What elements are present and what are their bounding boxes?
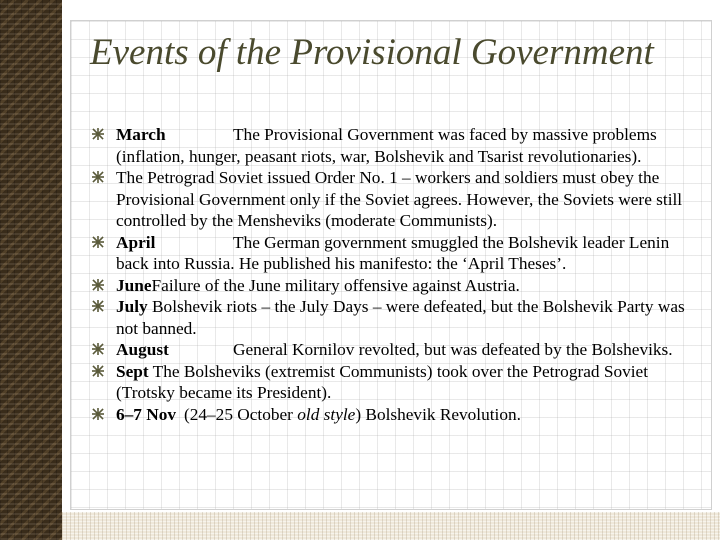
asterisk-bullet-icon bbox=[92, 128, 104, 140]
bullet-text-after: ) Bolshevik Revolution. bbox=[355, 404, 521, 424]
bullet-item bbox=[92, 124, 702, 167]
bullet-item bbox=[92, 232, 702, 275]
bullet-date: July bbox=[116, 297, 148, 316]
bullet-item bbox=[92, 275, 702, 297]
asterisk-bullet-icon bbox=[92, 171, 104, 183]
bullet-item bbox=[92, 361, 702, 404]
asterisk-bullet-icon bbox=[92, 365, 104, 377]
bullet-text-before: (24–25 October bbox=[184, 404, 298, 424]
asterisk-bullet-icon bbox=[92, 236, 104, 248]
bullet-date: 6–7 Nov bbox=[116, 404, 177, 424]
bullet-item bbox=[92, 404, 702, 426]
asterisk-bullet-icon bbox=[92, 408, 104, 420]
bottom-decorative-border bbox=[62, 512, 720, 540]
asterisk-bullet-icon bbox=[92, 300, 104, 312]
bullet-text-italic: old style bbox=[297, 404, 356, 424]
bullet-item bbox=[92, 167, 702, 232]
bullet-item bbox=[92, 296, 702, 339]
bullet-text: The Provisional Government was faced by massive problems (inflation, hunger, peasant riots, war, Bolshevik and Tsarist revolutionaries). bbox=[116, 125, 657, 166]
asterisk-bullet-icon bbox=[92, 279, 104, 291]
bullet-text: The Bolsheviks (extremist Communists) took over the Petrograd Soviet (Trotsky became its President). bbox=[116, 361, 649, 402]
bullet-date: April bbox=[116, 232, 156, 252]
bullet-list bbox=[92, 124, 702, 425]
bullet-text: The Petrograd Soviet issued Order No. 1 – workers and soldiers must obey the Provisional Government only if the Soviet agrees. However, the Soviets were still controlled by the Mensheviks (moderate Communists). bbox=[116, 168, 683, 230]
bullet-text: The German government smuggled the Bolshevik leader Lenin back into Russia. He published his manifesto: the ‘April Theses’. bbox=[116, 232, 670, 273]
slide-title: Events of the Provisional Government bbox=[90, 32, 654, 73]
asterisk-bullet-icon bbox=[92, 343, 104, 355]
bullet-date: March bbox=[116, 125, 166, 144]
bullet-date: August bbox=[116, 340, 169, 359]
left-decorative-border bbox=[0, 0, 62, 540]
bullet-text: Bolshevik riots – the July Days – were defeated, but the Bolshevik Party was not banned. bbox=[116, 297, 685, 338]
bullet-text: Failure of the June military offensive against Austria. bbox=[151, 275, 520, 295]
bullet-text: General Kornilov revolted, but was defeated by the Bolsheviks. bbox=[233, 340, 673, 359]
bullet-date: June bbox=[116, 275, 152, 295]
bullet-item bbox=[92, 339, 702, 361]
bullet-date: Sept bbox=[116, 361, 149, 381]
